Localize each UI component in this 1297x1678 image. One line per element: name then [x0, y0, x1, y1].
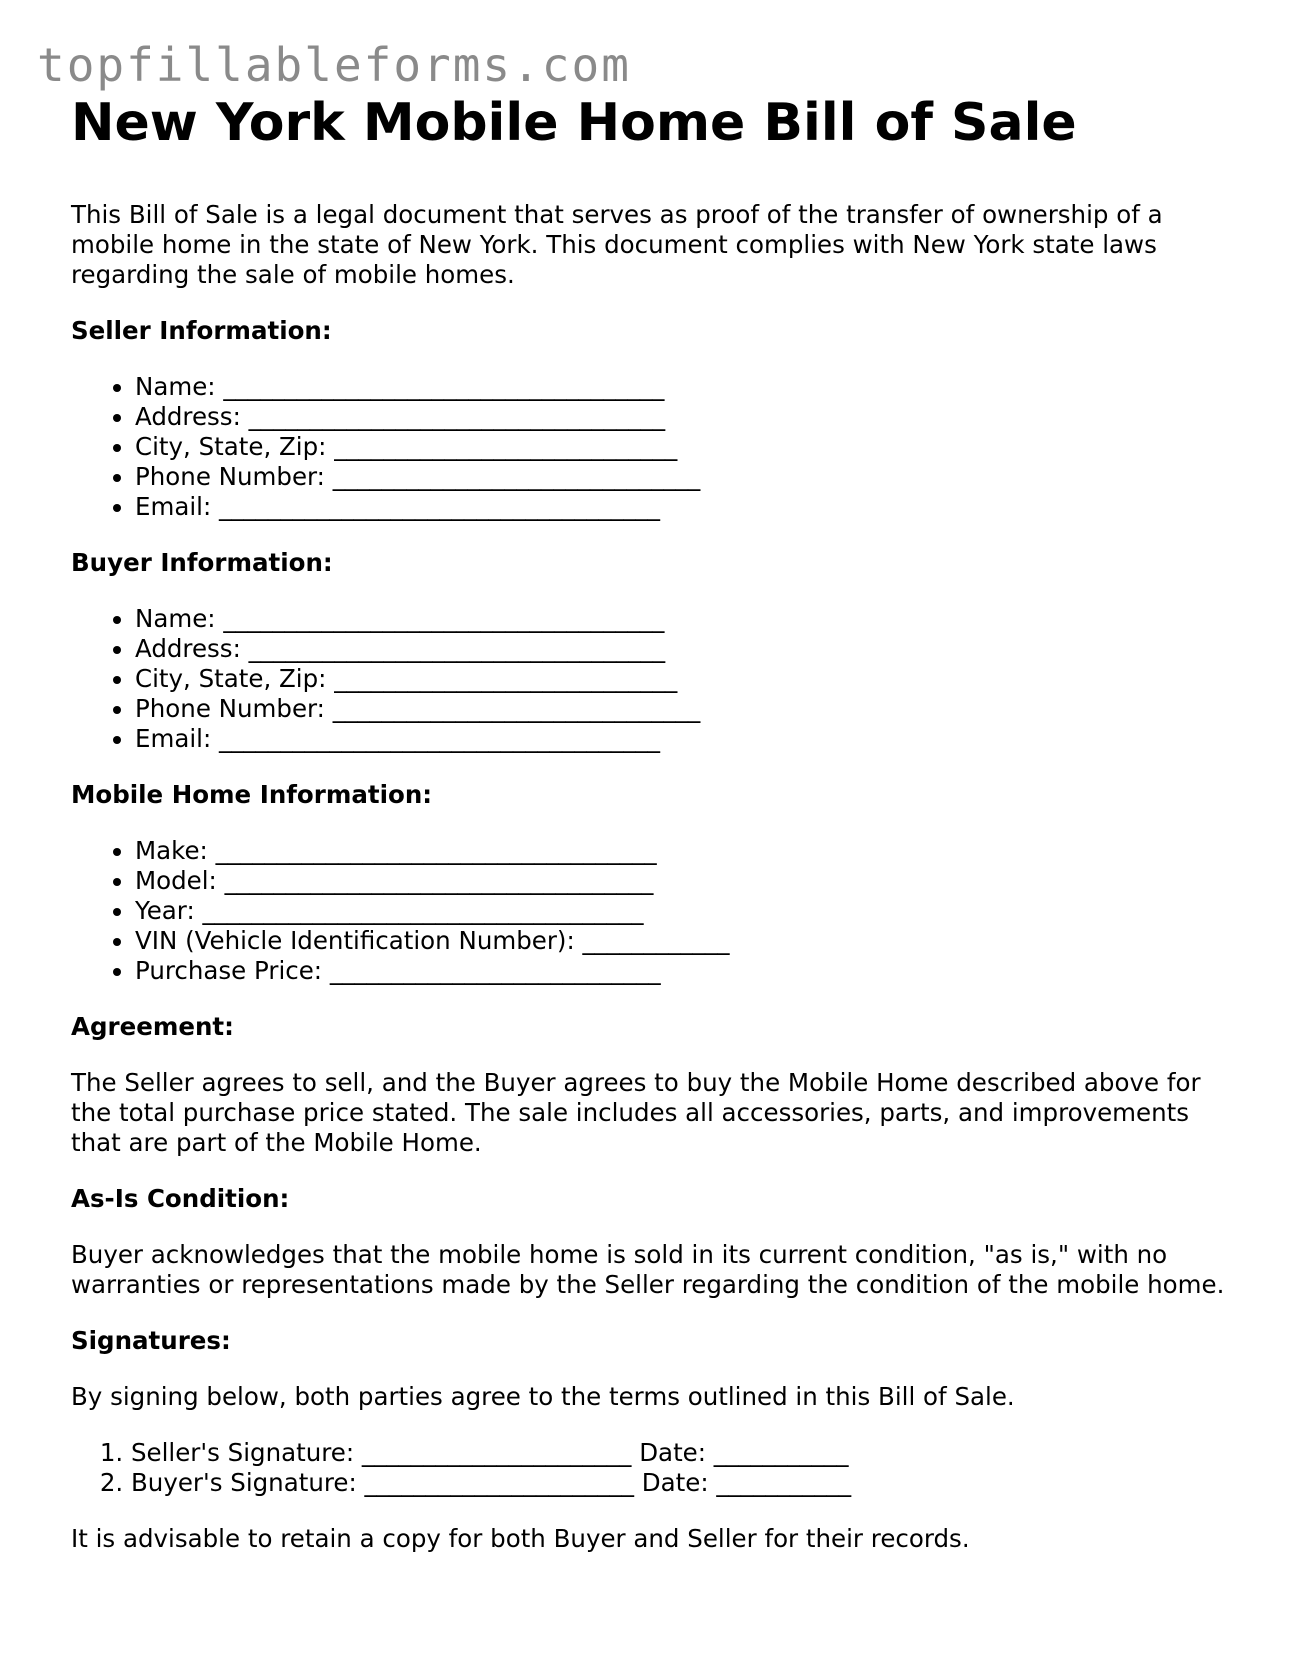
buyer-heading: Buyer Information: [71, 548, 333, 577]
as-is-text: Buyer acknowledges that the mobile home is sold in its current condition, "as is," with no warranties or representations made by the Seller regarding the condition of the mobile home. [71, 1240, 1225, 1299]
buyer-fields [71, 604, 1231, 754]
buyer-email-field[interactable]: • Email: ____________________________________ [135, 724, 1231, 754]
seller-phone-field[interactable]: • Phone Number: ______________________________ [135, 462, 1231, 492]
seller-city-state-zip-field[interactable]: • City, State, Zip: ____________________________ [135, 432, 1231, 462]
signatures-text: By signing below, both parties agree to the terms outlined in this Bill of Sale. [71, 1382, 1015, 1411]
buyer-signature-line[interactable]: 2. Buyer's Signature: ______________________ Date: ___________ [131, 1468, 1231, 1498]
signatures-heading: Signatures: [71, 1326, 231, 1355]
vin-field[interactable]: • VIN (Vehicle Identification Number): ____________ [135, 926, 1231, 956]
buyer-phone-field[interactable]: • Phone Number: ______________________________ [135, 694, 1231, 724]
buyer-city-state-zip-field[interactable]: • City, State, Zip: ____________________________ [135, 664, 1231, 694]
seller-address-field[interactable]: • Address: __________________________________ [135, 402, 1231, 432]
seller-heading: Seller Information: [71, 316, 332, 345]
seller-signature-line[interactable]: 1. Seller's Signature: ______________________ Date: ___________ [131, 1438, 1231, 1468]
mobile-home-fields [71, 836, 1231, 986]
make-field[interactable]: • Make: ____________________________________ [135, 836, 1231, 866]
agreement-heading: Agreement: [71, 1012, 234, 1041]
year-field[interactable]: • Year: ____________________________________ [135, 896, 1231, 926]
page-title: New York Mobile Home Bill of Sale [71, 93, 1077, 153]
intro-paragraph: This Bill of Sale is a legal document that serves as proof of the transfer of ownership of a mobile home in the state of New York. This document complies with New York state laws regarding the sale of mobile homes. [71, 200, 1163, 289]
model-field[interactable]: • Model: ___________________________________ [135, 866, 1231, 896]
buyer-name-field[interactable]: • Name: ____________________________________ [135, 604, 1231, 634]
agreement-text: The Seller agrees to sell, and the Buyer agrees to buy the Mobile Home described above for the total purchase price stated. The sale includes all accessories, parts, and improvements that are part of the Mobile Home. [71, 1068, 1201, 1157]
seller-email-field[interactable]: • Email: ____________________________________ [135, 492, 1231, 522]
signature-lines [71, 1438, 1231, 1498]
document [71, 88, 1231, 1554]
purchase-price-field[interactable]: • Purchase Price: ___________________________ [135, 956, 1231, 986]
seller-fields [71, 372, 1231, 522]
watermark: topfillableforms.com [37, 38, 631, 92]
seller-name-field[interactable]: • Name: ____________________________________ [135, 372, 1231, 402]
buyer-address-field[interactable]: • Address: __________________________________ [135, 634, 1231, 664]
as-is-heading: As-Is Condition: [71, 1184, 290, 1213]
mobile-home-heading: Mobile Home Information: [71, 780, 433, 809]
closing-note: It is advisable to retain a copy for both Buyer and Seller for their records. [71, 1524, 970, 1553]
